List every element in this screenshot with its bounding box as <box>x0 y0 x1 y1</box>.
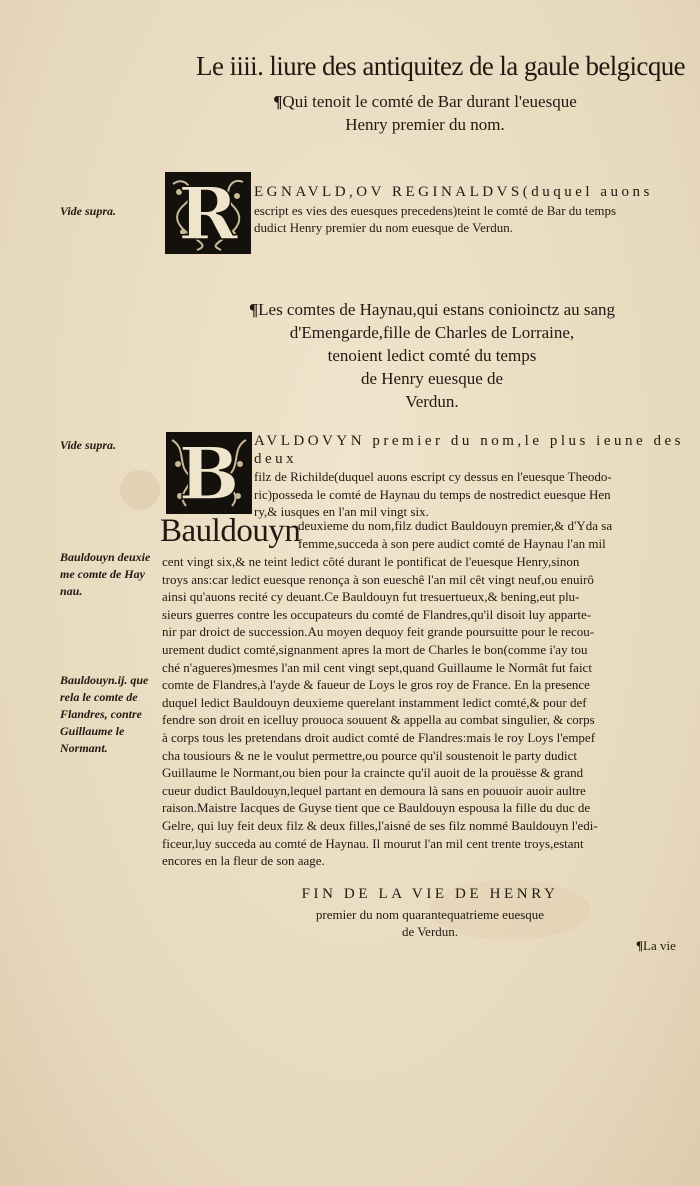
lead-word: Bauldouyn <box>160 513 301 549</box>
decorated-initial <box>166 432 252 514</box>
margin-note: Vide supra. <box>60 204 117 218</box>
decorated-initial <box>165 172 251 254</box>
text-line: femme,succeda à son pere audict comté de Haynau l'an mil <box>298 536 606 551</box>
closing-title: FIN DE LA VIE DE HENRY <box>301 886 559 902</box>
pilcrow-icon: ¶ <box>248 300 259 319</box>
pilcrow-icon: ¶ <box>273 92 283 111</box>
margin-note: Vide supra. <box>60 438 117 452</box>
initial-letter: B <box>178 431 240 516</box>
margin-note: Bauldouyn.ij. que rela le comte de Flandres, contre Guillaume le Normant. <box>60 673 149 755</box>
margin-note: Bauldouyn deuxie me comte de Hay nau. <box>60 550 151 598</box>
paragraph: AVLDOVYN premier du nom,le plus ieune des deux filz de Richilde(duquel auons escript cy dessus en l'euesque Theodo- ric)posseda le comté de Haynau du temps de nostredict euesque Hen ry,& iusques en l'an mil vingt six. <box>254 433 684 520</box>
running-header: Le iiii. liure des antiquitez de la gaule belgicque <box>196 51 685 81</box>
catchword: ¶La vie <box>636 938 676 953</box>
text-line: deuxieme du nom,filz dudict Bauldouyn premier,& d'Yda sa <box>298 518 613 533</box>
section-heading: ¶Qui tenoit le comté de Bar durant l'euesque Henry premier du nom. <box>273 92 577 134</box>
closing-subtitle: premier du nom quarantequatrieme euesque de Verdun. <box>315 907 545 939</box>
paragraph: EGNAVLD,OV REGINALDVS(duquel auons escript es vies des euesques precedens)teint le comté de Bar du temps dudict Henry premier du nom euesque de Verdun. <box>254 184 653 236</box>
section-heading: ¶Les comtes de Haynau,qui estans conioinctz au sang d'Emengarde,fille de Charles de Lorraine, tenoient ledict comté du temps de Henry euesque de Verdun. <box>248 300 616 411</box>
pilcrow-icon: ¶ <box>636 938 644 953</box>
paragraph: cent vingt six,& ne teint ledict côté durant le pontificat de l'euesque Henry,sinon troys ans:car ledict euesque renonça à son eueschê l'an mil cêt vingt neuf,ou enuirô ainsi qu'auons recité cy deuant.Ce Bauldouyn fut tresuertueux,& bening,eut plu- sieurs guerres contre les occupateurs du comté de Flandres,qu'il disoit luy apparte- nir par droict de succession.Au moyen dequoy feit grande poursuitte pour le recou- urement dudict comté,signanment apres la mort de Charles le bon(comme i'ay tou ché n'agueres)mesmes l'an mil cent vingt sept,quand Guillaume le Normât fut faict comte de Flandres,à l'ayde & faueur de Loys le gros roy de France. En la presence duquel ledict Bauldouyn deuxieme querelant instamment ledict comté,& pour def fendre son droit en icelluy prouoca souuent & appella au combat singulier, & corps à corps tous les pretendans droit audict comté de Flandres:mais le roy Loys l'empef cha tousiours & ne le voulut permettre,ou pource qu'il soustenoit le party dudict Guillaume le Normant,ou bien pour la craincte qu'il auoit de la prouësse & grand cueur dudict Bauldouyn,lequel partant en demoura là sans en pouuoir auoir aultre raison.Maistre Iacques de Guyse tient que ce Bauldouyn espousa la fille du duc de Gelre, qui luy feit deux filz & deux filles,l'aisné de ses filz nommé Bauldouyn l'edi- ficeur,luy succeda au comté de Haynau. Il mourut l'an mil cent trente troys,estant encores en la fleur de son aage. <box>162 554 598 869</box>
initial-letter: R <box>178 171 238 256</box>
paper-stain <box>120 470 160 510</box>
